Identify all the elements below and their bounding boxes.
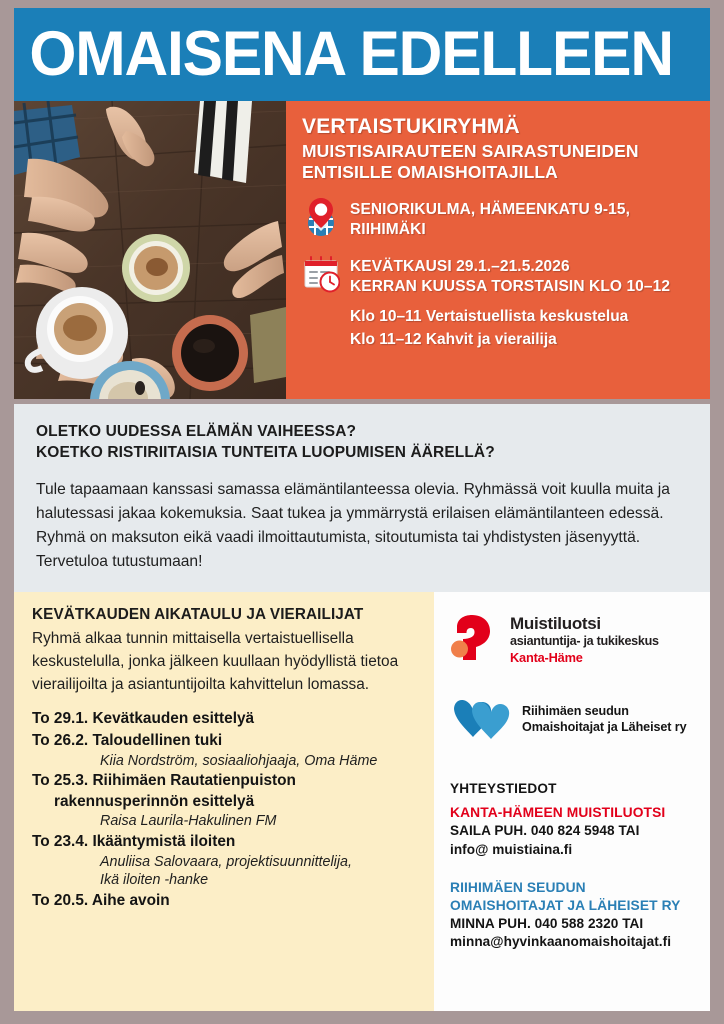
two-hearts-logo-icon xyxy=(450,695,512,743)
contacts-block xyxy=(450,781,700,951)
muistiluotsi-subtitle: asiantuntija- ja tukikeskus xyxy=(510,633,659,648)
session-times xyxy=(350,306,694,351)
schedule-item-presenter: Anuliisa Salovaara, projektisuunnittelija, xyxy=(100,853,352,870)
schedule-item xyxy=(32,891,416,912)
title-banner xyxy=(14,8,710,101)
contact-omaishoitajat xyxy=(450,879,700,952)
session-time-line2: Klo 11–12 Kahvit ja vierailija xyxy=(350,330,557,348)
location-line2: RIIHIMÄKI xyxy=(350,220,426,238)
contact-phone: SAILA PUH. 040 824 5948 TAI xyxy=(450,823,640,839)
group-target-line1: MUISTISAIRAUTEEN SAIRASTUNEIDEN xyxy=(302,141,639,162)
contact-muistiluotsi xyxy=(450,804,700,859)
schedule-item-title: To 25.3. Riihimäen Rautatienpuiston xyxy=(32,772,296,790)
logos-and-contacts-panel xyxy=(434,592,710,1011)
intro-question-1: OLETKO UUDESSA ELÄMÄN VAIHEESSA? xyxy=(36,423,357,440)
contact-org-name-line1: RIIHIMÄEN SEUDUN xyxy=(450,879,586,895)
calendar-clock-icon xyxy=(302,254,340,294)
orange-info-panel xyxy=(286,101,710,399)
contact-email[interactable]: minna@hyvinkaanomaishoitajat.fi xyxy=(450,934,672,950)
contact-email[interactable]: info@ muistiaina.fi xyxy=(450,841,573,857)
session-time-line1: Klo 10–11 Vertaistuellista keskustelua xyxy=(350,308,629,326)
muistiluotsi-logo-icon xyxy=(450,614,500,662)
date-row xyxy=(302,252,694,297)
map-pin-icon xyxy=(302,197,340,237)
omaishoitajat-logo xyxy=(450,695,700,743)
intro-body-text: Tule tapaamaan kanssasi samassa elämäntilanteessa olevia. Ryhmässä voit kuulla muita ja halutessasi jakaa kokemuksia. Saat tukea ja ymmärrystä erilaisen elämäntilanteen edessä. Ryhmä on maksuton eikä vaadi ilmoittautumista, sitoutumista tai yhdistysten jäsenyyttä. Tervetuloa tutustumaan! xyxy=(36,480,670,571)
schedule-item xyxy=(32,709,416,730)
group-type-heading: VERTAISTUKIRYHMÄ xyxy=(302,115,520,138)
intro-question-2: KOETKO RISTIRIITAISIA TUNTEITA LUOPUMISEN ÄÄRELLÄ? xyxy=(36,443,495,461)
muistiluotsi-name: Muistiluotsi xyxy=(510,614,601,633)
schedule-list xyxy=(32,709,416,911)
hero-row xyxy=(14,101,710,399)
schedule-section xyxy=(14,592,434,1011)
location-row xyxy=(302,195,694,240)
schedule-item-title: To 23.4. Ikääntymistä iloiten xyxy=(32,833,236,851)
contact-org-name-line2: OMAISHOITAJAT JA LÄHEISET RY xyxy=(450,897,681,913)
hands-with-coffee-cups-photo xyxy=(14,101,286,399)
schedule-intro-text: Ryhmä alkaa tunnin mittaisella vertaistuellisella keskustelulla, jonka jälkeen kuullaan hyödyllistä tietoa vierailijoilta ja asiantuntijoilta kahvittelun lomassa. xyxy=(32,630,399,694)
schedule-item-title: To 20.5. Aihe avoin xyxy=(32,891,170,909)
muistiluotsi-region: Kanta-Häme xyxy=(510,650,583,666)
schedule-item xyxy=(32,832,416,890)
date-line1: KEVÄTKAUSI 29.1.–21.5.2026 xyxy=(350,257,570,275)
schedule-item-title-cont: rakennusperinnön esittelyä xyxy=(54,792,255,810)
omaishoitajat-line1: Riihimäen seudun xyxy=(522,703,629,718)
schedule-item-title: To 26.2. Taloudellinen tuki xyxy=(32,731,223,749)
page-title: OMAISENA EDELLEEN xyxy=(29,19,673,89)
group-target-line2: ENTISILLE OMAISHOITAJILLA xyxy=(302,162,558,183)
schedule-item-presenter: Kiia Nordström, sosiaaliohjaaja, Oma Häme xyxy=(100,752,378,769)
schedule-item xyxy=(32,731,416,770)
contact-phone: MINNA PUH. 040 588 2320 TAI xyxy=(450,915,644,931)
date-line2: KERRAN KUUSSA TORSTAISIN KLO 10–12 xyxy=(350,277,671,295)
schedule-heading: KEVÄTKAUDEN AIKATAULU JA VIERAILIJAT xyxy=(32,606,364,623)
schedule-item-presenter: Raisa Laurila-Hakulinen FM xyxy=(100,813,277,830)
schedule-item-presenter-cont: Ikä iloiten -hanke xyxy=(100,872,209,889)
contacts-heading: YHTEYSTIEDOT xyxy=(450,781,557,797)
muistiluotsi-logo xyxy=(450,614,700,665)
schedule-item-title: To 29.1. Kevätkauden esittelyä xyxy=(32,710,255,728)
schedule-item xyxy=(32,771,416,831)
location-line1: SENIORIKULMA, HÄMEENKATU 9-15, xyxy=(350,201,631,219)
contact-org-name: KANTA-HÄMEEN MUISTILUOTSI xyxy=(450,805,666,821)
intro-section xyxy=(14,404,710,592)
omaishoitajat-line2: Omaishoitajat ja Läheiset ry xyxy=(522,720,687,735)
